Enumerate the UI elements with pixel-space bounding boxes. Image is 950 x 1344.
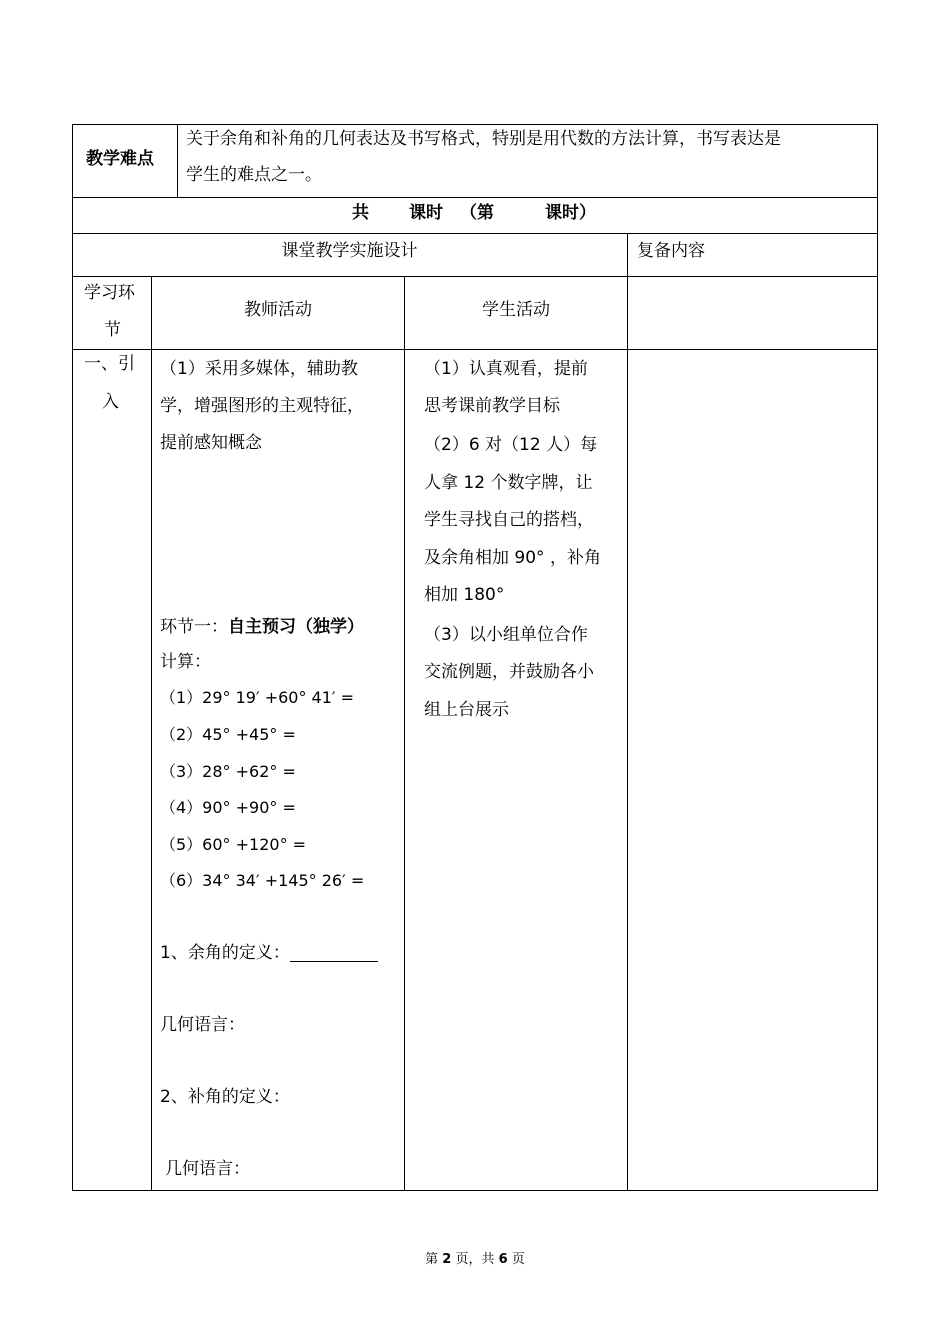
student-line-2: 思考课前教学目标 <box>424 396 560 416</box>
stage-header-line1: 学习环 <box>84 283 135 303</box>
calc-item-6: （6）34° 34′ +145° 26′ = <box>160 871 365 890</box>
geometry-language-2: 几何语言： <box>165 1159 250 1179</box>
section-prefix: 环节一： <box>160 617 228 637</box>
student-line-1: （1）认真观看，提前 <box>424 359 588 379</box>
difficulty-label-divider <box>177 124 178 197</box>
student-line-10: 组上台展示 <box>424 700 509 720</box>
student-line-8: （3）以小组单位合作 <box>424 625 588 645</box>
period-open: （第 <box>460 203 494 223</box>
table-bottom-border <box>72 1190 878 1191</box>
design-revision-divider <box>627 233 628 1191</box>
student-line-4: 人拿 12 个数字牌，让 <box>424 473 593 493</box>
footer-page-number: 2 <box>442 1252 452 1267</box>
period-close: 课时） <box>545 203 596 223</box>
footer-mid: 页，共 <box>455 1252 495 1267</box>
stage-teacher-divider <box>151 276 152 1191</box>
difficulty-text-line1: 关于余角和补角的几何表达及书写格式，特别是用代数的方法计算，书写表达是 <box>186 129 781 149</box>
calc-item-4: （4）90° +90° = <box>160 798 296 817</box>
design-header-title: 课堂教学实施设计 <box>281 241 418 261</box>
difficulty-text-line2: 学生的难点之一。 <box>186 165 322 185</box>
calc-item-1: （1）29° 19′ +60° 41′ = <box>160 688 355 707</box>
page-footer <box>0 1248 950 1267</box>
geometry-language-1: 几何语言： <box>160 1015 245 1035</box>
row-divider-period <box>72 233 878 234</box>
student-line-7: 相加 180° <box>424 585 505 605</box>
teacher-intro-line3: 提前感知概念 <box>160 433 262 453</box>
footer-post: 页 <box>511 1252 525 1267</box>
row-divider-difficulty <box>72 197 878 198</box>
stage-name-line2: 入 <box>102 392 119 412</box>
table-right-border <box>877 124 878 1191</box>
calc-item-2: （2）45° +45° = <box>160 725 296 744</box>
stage-name-line1: 一、引 <box>84 354 135 374</box>
footer-pre: 第 <box>425 1252 439 1267</box>
period-keshi: 课时 <box>409 203 443 223</box>
student-line-5: 学生寻找自己的搭档， <box>424 510 594 530</box>
calc-item-5: （5）60° +120° = <box>160 835 307 854</box>
complementary-definition-label: 1、余角的定义： <box>160 943 290 963</box>
student-line-3: （2）6 对（12 人）每 <box>424 435 598 455</box>
teacher-intro-line2: 学，增强图形的主观特征， <box>160 396 364 416</box>
student-activity-header: 学生活动 <box>482 300 550 320</box>
answer-blank[interactable] <box>290 947 378 962</box>
row-divider-headers <box>72 349 878 350</box>
period-gong: 共 <box>352 203 369 223</box>
difficulty-label: 教学难点 <box>86 149 154 169</box>
student-line-9: 交流例题，并鼓励各小 <box>424 662 594 682</box>
row-divider-design <box>72 276 878 277</box>
section-title <box>160 619 364 636</box>
teacher-activity-header: 教师活动 <box>244 300 312 320</box>
student-line-6: 及余角相加 90° ，补角 <box>424 548 601 568</box>
table-left-border <box>72 124 73 1191</box>
revision-header-title: 复备内容 <box>637 241 705 261</box>
stage-header-line2: 节 <box>104 320 121 340</box>
calc-item-3: （3）28° +62° = <box>160 762 296 781</box>
section-bold-title: 自主预习（独学） <box>228 617 364 637</box>
supplementary-definition: 2、补角的定义： <box>160 1087 290 1107</box>
teacher-student-divider <box>404 276 405 1191</box>
teacher-intro-line1: （1）采用多媒体，辅助教 <box>160 359 358 379</box>
footer-total-pages: 6 <box>498 1252 508 1267</box>
calc-label: 计算： <box>160 652 211 672</box>
table-top-border <box>72 124 878 125</box>
complementary-definition <box>160 945 378 962</box>
